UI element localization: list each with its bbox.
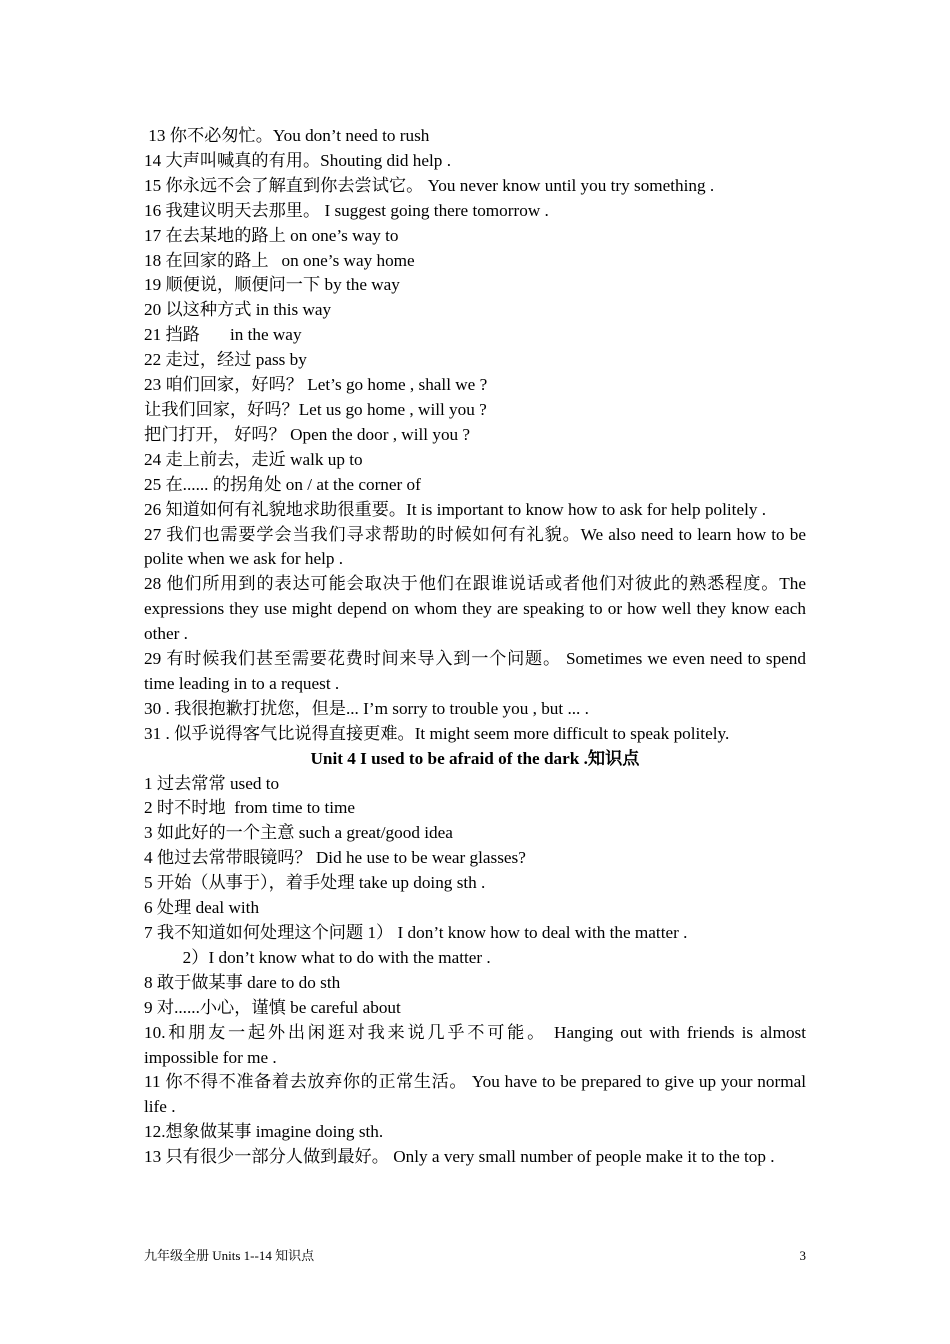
text-line: 6 处理 deal with	[144, 898, 260, 918]
text-line: 30 . 我很抱歉打扰您，但是... I’m sorry to trouble you , but ... .	[144, 698, 589, 718]
text-line: 7 我不知道如何处理这个问题 1） I don’t know how to deal with the matter .	[144, 923, 688, 942]
text-line: 19 顺便说，顺便问一下 by the way	[144, 275, 400, 295]
text-line: 让我们回家，好吗？Let us go home , will you ?	[144, 399, 487, 419]
text-line: 16 我建议明天去那里。 I suggest going there tomorrow .	[144, 200, 549, 220]
unit-heading: Unit 4 I used to be afraid of the dark .知识点	[310, 748, 640, 768]
text-paragraph: 26 知道如何有礼貌地求助很重要。It is important to know how to ask for help politely .	[144, 499, 767, 519]
text-paragraph: 13 只有很少一部分人做到最好。 Only a very small number of people make it to the top .	[144, 1147, 775, 1167]
text-line: 24 走上前去，走近 walk up to	[144, 449, 363, 469]
text-line: 14 大声叫喊真的有用。Shouting did help .	[144, 150, 451, 170]
text-paragraph: 28 他们所用到的表达可能会取决于他们在跟谁说话或者他们对彼此的熟悉程度。The expressions they use might depend on whom they are speaking to or how well they know each other .	[144, 574, 806, 644]
text-line: 2）I don’t know what to do with the matter .	[144, 947, 491, 967]
text-line: 1 过去常常 used to	[144, 773, 280, 793]
text-line: 20 以这种方式 in this way	[144, 300, 332, 320]
text-line: 9 对......小心，谨慎 be careful about	[144, 997, 401, 1017]
text-line: 15 你永远不会了解直到你去尝试它。 You never know until you try something .	[144, 175, 715, 195]
text-line: 17 在去某地的路上 on one’s way to	[144, 225, 399, 245]
text-line: 22 走过，经过 pass by	[144, 350, 307, 370]
document-body	[144, 124, 806, 1170]
text-line: 5 开始（从事于），着手处理 take up doing sth .	[144, 873, 486, 893]
text-line: 31 . 似乎说得客气比说得直接更难。It might seem more difficult to speak politely.	[144, 723, 730, 743]
text-line: 23 咱们回家，好吗？ Let’s go home , shall we ?	[144, 375, 488, 395]
text-line: 21 挡路 in the way	[144, 325, 302, 345]
text-line: 把门打开， 好吗？ Open the door , will you ?	[144, 424, 471, 444]
text-line: 25 在...... 的拐角处 on / at the corner of	[144, 474, 421, 494]
text-paragraph: 10.和朋友一起外出闲逛对我来说几乎不可能。 Hanging out with friends is almost impossible for me .	[144, 1022, 806, 1067]
text-line: 18 在回家的路上 on one’s way home	[144, 250, 415, 270]
text-line: 12.想象做某事 imagine doing sth.	[144, 1122, 384, 1142]
text-paragraph: 11 你不得不准备着去放弃你的正常生活。 You have to be prepared to give up your normal life .	[144, 1072, 806, 1117]
text-line: 2 时不时地 from time to time	[144, 798, 356, 818]
text-line: 3 如此好的一个主意 such a great/good idea	[144, 823, 453, 843]
text-paragraph: 29 有时候我们甚至需要花费时间来导入到一个问题。 Sometimes we even need to spend time leading in to a request .	[144, 649, 806, 693]
footer-title: 九年级全册 Units 1--14 知识点	[144, 1248, 315, 1263]
text-paragraph: 27 我们也需要学会当我们寻求帮助的时候如何有礼貌。We also need to learn how to be polite when we ask for help .	[144, 524, 806, 569]
text-line: 13 你不必匆忙。You don’t need to rush	[144, 126, 430, 145]
text-line: 8 敢于做某事 dare to do sth	[144, 972, 341, 992]
text-line: 4 他过去常带眼镜吗？ Did he use to be wear glasses?	[144, 848, 526, 868]
page-number: 3	[799, 1248, 806, 1263]
